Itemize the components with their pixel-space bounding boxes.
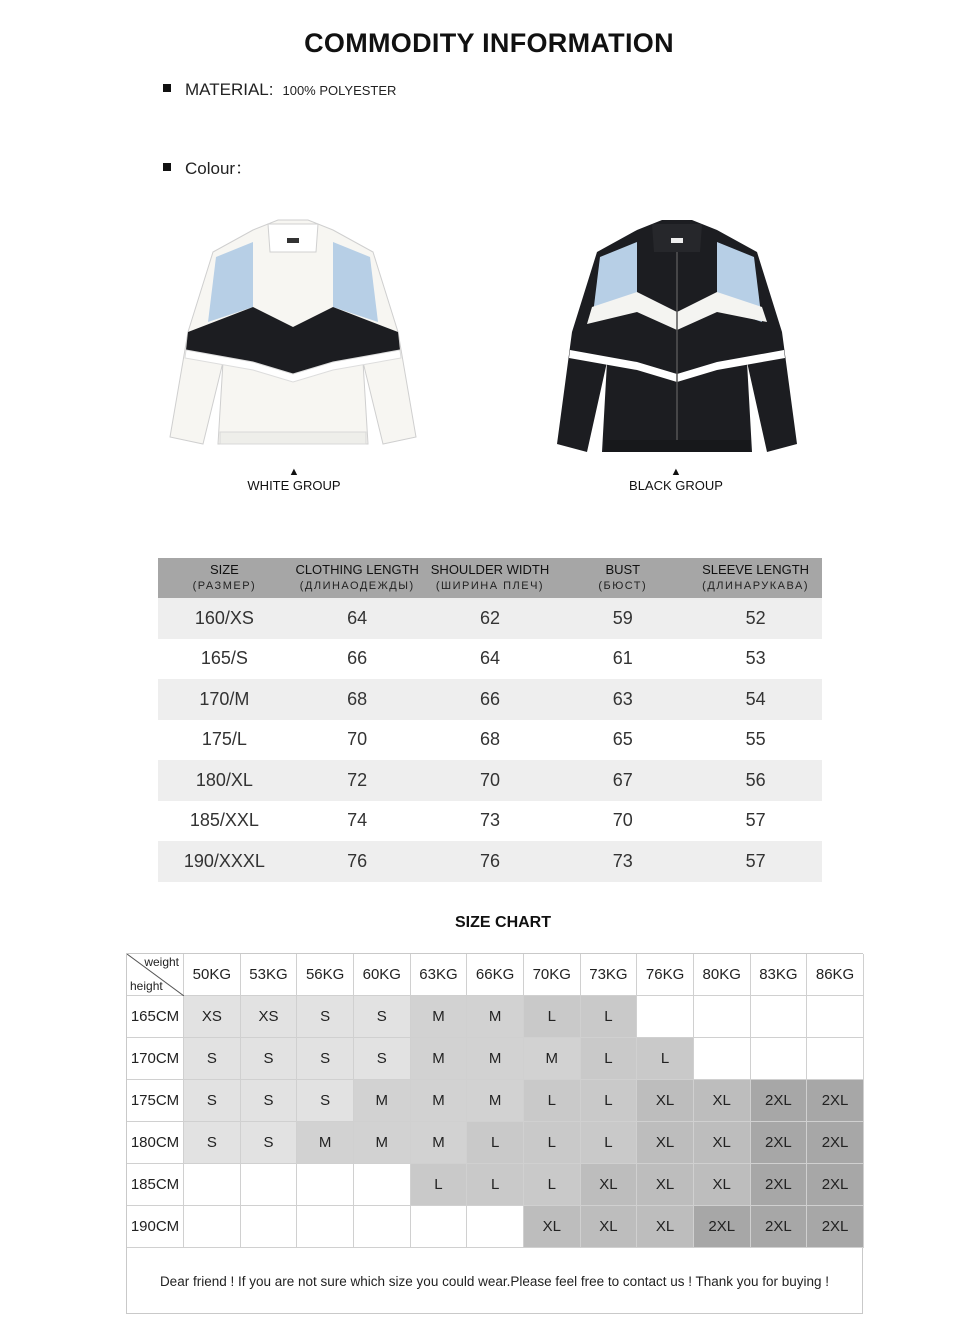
table-cell: 70 [479, 769, 500, 790]
table-cell: 66 [479, 688, 500, 709]
size-cell [241, 1164, 298, 1206]
table-cell: 160/XS [194, 607, 254, 628]
size-cell [807, 1038, 864, 1080]
size-cell [694, 1038, 751, 1080]
size-cell: XL [694, 1122, 751, 1164]
size-cell: 2XL [807, 1206, 864, 1248]
size-cell: S [354, 996, 411, 1038]
size-cell: S [297, 996, 354, 1038]
size-cell: XL [637, 1080, 694, 1122]
table-cell: 74 [347, 810, 368, 831]
size-cell [751, 1038, 808, 1080]
triangle-up-icon: ▲ [670, 466, 682, 478]
height-header: 165CM [127, 996, 184, 1038]
table-cell: 72 [347, 769, 368, 790]
measurement-table-body [158, 598, 822, 882]
table-row [158, 841, 822, 882]
size-cell: M [411, 1122, 468, 1164]
white-group-label: WHITE GROUP [247, 478, 341, 493]
table-cell: 76 [347, 850, 368, 871]
size-cell: L [637, 1038, 694, 1080]
size-cell: M [524, 1038, 581, 1080]
size-cell: L [581, 1122, 638, 1164]
size-cell: 2XL [751, 1206, 808, 1248]
table-cell: 73 [612, 850, 633, 871]
size-cell: 2XL [694, 1206, 751, 1248]
size-cell: S [184, 1080, 241, 1122]
size-cell [411, 1206, 468, 1248]
weight-header: 66KG [467, 954, 524, 996]
table-cell: 64 [347, 607, 368, 628]
table-cell: 61 [612, 648, 633, 669]
size-cell [467, 1206, 524, 1248]
size-cell: 2XL [751, 1164, 808, 1206]
table-cell: 56 [745, 769, 766, 790]
measurement-table [158, 558, 822, 882]
weight-header: 60KG [354, 954, 411, 996]
size-cell: 2XL [807, 1164, 864, 1206]
size-cell: M [467, 996, 524, 1038]
size-cell: M [467, 1080, 524, 1122]
size-cell: 2XL [807, 1122, 864, 1164]
size-cell [297, 1206, 354, 1248]
size-cell: L [524, 1164, 581, 1206]
table-cell: 73 [479, 810, 500, 831]
weight-header: 53KG [241, 954, 298, 996]
table-cell: 67 [612, 769, 633, 790]
table-cell: 70 [347, 729, 368, 750]
size-cell: M [354, 1080, 411, 1122]
header-bust: BUST (БЮСТ) [598, 562, 648, 592]
size-cell: L [411, 1164, 468, 1206]
header-clothing-length: CLOTHING LENGTH (ДЛИНАОДЕЖДЫ) [295, 562, 419, 592]
height-header: 185CM [127, 1164, 184, 1206]
table-cell: 68 [479, 729, 500, 750]
size-cell [637, 996, 694, 1038]
size-chart-grid [127, 954, 862, 1248]
table-cell: 62 [479, 607, 500, 628]
size-cell: L [467, 1122, 524, 1164]
corner-weight-label: weight [144, 955, 179, 969]
size-cell: XL [637, 1122, 694, 1164]
size-cell: 2XL [807, 1080, 864, 1122]
table-cell: 170/M [199, 688, 250, 709]
header-sleeve-length: SLEEVE LENGTH (ДЛИНАРУКАВА) [702, 562, 810, 592]
table-cell: 55 [745, 729, 766, 750]
size-cell: S [354, 1038, 411, 1080]
size-cell: S [241, 1122, 298, 1164]
bullet-square-icon [163, 84, 171, 92]
table-cell: 180/XL [195, 769, 253, 790]
header-shoulder-width: SHOULDER WIDTH (ШИРИНА ПЛЕЧ) [430, 562, 550, 592]
size-cell: S [184, 1038, 241, 1080]
weight-header: 73KG [581, 954, 638, 996]
size-cell: L [581, 996, 638, 1038]
colour-row [163, 154, 252, 179]
page-title: COMMODITY INFORMATION [304, 28, 674, 58]
size-cell: XL [637, 1164, 694, 1206]
table-row [158, 679, 822, 720]
table-row [158, 801, 822, 842]
height-header: 180CM [127, 1122, 184, 1164]
size-cell: M [354, 1122, 411, 1164]
table-cell: 70 [612, 810, 633, 831]
size-cell: M [411, 996, 468, 1038]
bullet-square-icon [163, 163, 171, 171]
table-cell: 66 [347, 648, 368, 669]
jacket-illustration [158, 212, 428, 467]
size-cell: S [184, 1122, 241, 1164]
size-cell [241, 1206, 298, 1248]
size-cell: XL [581, 1164, 638, 1206]
size-cell: M [411, 1080, 468, 1122]
weight-header: 56KG [297, 954, 354, 996]
measurement-table-header [158, 558, 822, 598]
size-cell: S [297, 1038, 354, 1080]
table-cell: 63 [612, 688, 633, 709]
size-cell: 2XL [751, 1122, 808, 1164]
weight-header: 83KG [751, 954, 808, 996]
size-cell [694, 996, 751, 1038]
size-cell [184, 1164, 241, 1206]
jacket-illustration [542, 212, 812, 467]
size-cell: XL [524, 1206, 581, 1248]
weight-header: 80KG [694, 954, 751, 996]
size-cell [354, 1206, 411, 1248]
contact-note: Dear friend ! If you are not sure which size you could wear.Please feel free to contact us ! Thank you for buying ! [159, 1273, 830, 1289]
size-cell: XS [241, 996, 298, 1038]
triangle-up-icon: ▲ [288, 466, 300, 478]
material-label: MATERIAL: [185, 80, 274, 99]
size-cell: L [524, 1080, 581, 1122]
colour-label: Colour： [185, 159, 253, 178]
size-cell [807, 996, 864, 1038]
size-cell: XS [184, 996, 241, 1038]
material-row [163, 80, 396, 100]
weight-header: 76KG [637, 954, 694, 996]
table-row [158, 598, 822, 639]
size-cell [354, 1164, 411, 1206]
weight-header: 70KG [524, 954, 581, 996]
size-cell: XL [694, 1080, 751, 1122]
size-cell: M [411, 1038, 468, 1080]
table-cell: 57 [745, 850, 766, 871]
weight-header: 86KG [807, 954, 864, 996]
size-cell: XL [694, 1164, 751, 1206]
corner-height-label: height [130, 979, 163, 993]
size-cell [751, 996, 808, 1038]
size-cell: 2XL [751, 1080, 808, 1122]
table-cell: 68 [347, 688, 368, 709]
size-cell: M [467, 1038, 524, 1080]
table-cell: 185/XXL [189, 810, 259, 831]
size-cell: XL [581, 1206, 638, 1248]
weight-header: 50KG [184, 954, 241, 996]
table-cell: 54 [745, 688, 766, 709]
height-header: 190CM [127, 1206, 184, 1248]
table-cell: 175/L [201, 729, 247, 750]
size-cell: S [241, 1038, 298, 1080]
corner-cell [127, 954, 184, 996]
size-cell: L [524, 996, 581, 1038]
size-cell: L [581, 1038, 638, 1080]
size-cell: XL [637, 1206, 694, 1248]
weight-header: 63KG [411, 954, 468, 996]
height-header: 175CM [127, 1080, 184, 1122]
table-cell: 190/XXXL [183, 850, 265, 871]
material-value: 100% POLYESTER [282, 83, 397, 98]
table-cell: 57 [745, 810, 766, 831]
size-chart [126, 953, 863, 1314]
size-cell: L [524, 1122, 581, 1164]
table-cell: 76 [479, 850, 500, 871]
height-header: 170CM [127, 1038, 184, 1080]
table-row [158, 639, 822, 680]
table-row [158, 720, 822, 761]
table-cell: 59 [612, 607, 633, 628]
white-group-caption [194, 466, 394, 493]
table-cell: 165/S [200, 648, 248, 669]
table-cell: 53 [745, 648, 766, 669]
size-cell [184, 1206, 241, 1248]
size-cell: M [297, 1122, 354, 1164]
black-jacket-image [542, 212, 812, 467]
table-cell: 52 [745, 607, 766, 628]
size-chart-title: SIZE CHART [455, 914, 551, 931]
black-group-caption [576, 466, 776, 493]
size-cell: L [581, 1080, 638, 1122]
size-cell: S [241, 1080, 298, 1122]
white-jacket-image [158, 212, 428, 467]
table-cell: 64 [479, 648, 500, 669]
size-cell: L [467, 1164, 524, 1206]
table-cell: 65 [612, 729, 633, 750]
table-row [158, 760, 822, 801]
size-cell: S [297, 1080, 354, 1122]
size-cell [297, 1164, 354, 1206]
black-group-label: BLACK GROUP [629, 478, 723, 493]
header-size: SIZE (РАЗМЕР) [192, 562, 257, 592]
